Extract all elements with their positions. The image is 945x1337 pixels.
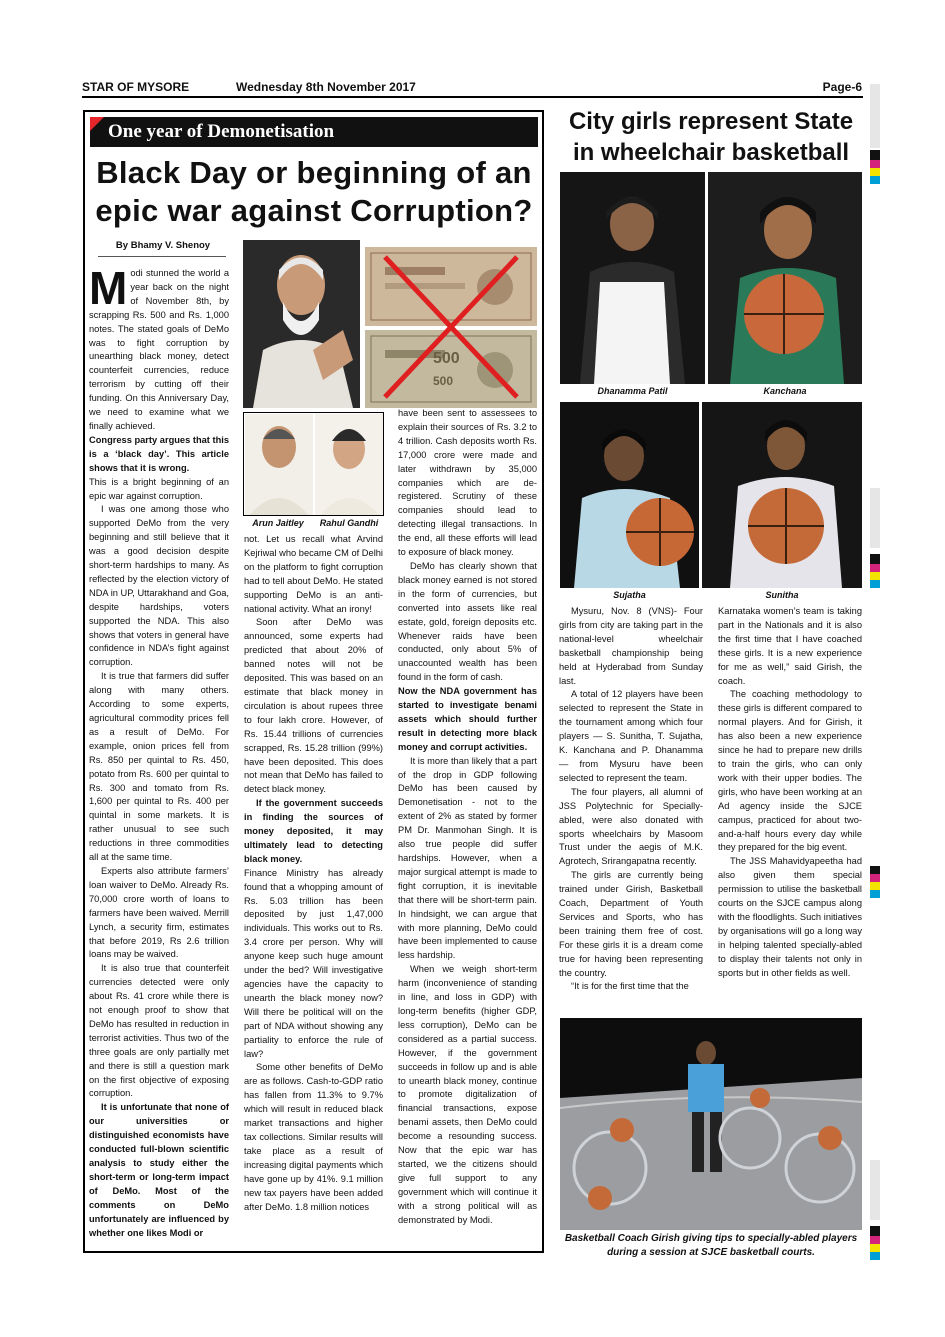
registration-strip bbox=[870, 84, 880, 148]
registration-yellow bbox=[870, 572, 880, 580]
article-column-1: Modi stunned the world a year back on the night of November 8th, by scrapping Rs. 500 and Rs. 1,000 notes. The stated goals of DeMo was to fight corruption by unearthing black money, detect counterfeit currencies, reduce terrorism by cutting off their funding. On this Anniversary Day, we need to examine what we finally achieved. Congress party argues that this is a ‘black day’. This article shows that it is wrong. This is a bright beginning of an epic war against corruption. I was one among those who supported DeMo from the very beginning and still believe that it was a good decision despite short-term hardships to many. As reflected by the election victory of NDA in UP, Uttarakhand and Goa, despite hardships, voters supported the NDA. This also shows that voters in general have confidence in NDA’s fight against corruption. It is true that farmers did suffer along with many others. According to some experts, agricultural commodity prices fell as a result of DeMo. For example, onion prices fell from Rs. 850 per quintal to Rs. 450, potato from Rs. 600 per quintal to Rs. 300 and tomato from Rs. 1,600 per quintal to Rs. 400 per quintal in some markets. It is rather unusual to see such reductions in three commodities all at the same time. Experts also attribute farmers’ loan waiver to DeMo. Already Rs. 70,000 crore worth of loans to farmers have been waived. Merrill Lynch, a security firm, estimates that before 2019, Rs 2.6 trillion loans may be waived. It is also true that counterfeit currencies detected were only about Rs. 41 crore while there is not enough proof to show that DeMo has resulted in reduction in terrorist activities. Thus two of the three goals are only partially met and there is still a question mark on the first objective of exposing corruption. It is unfortunate that none of our universities or distinguished economists have conducted full-blown scientific analysis to study either the short-term or long-term impact of DeMo. Most of the comments on DeMo unfortunately are influenced by whether one likes Modi or bbox=[89, 267, 229, 1238]
page-number: Page-6 bbox=[822, 80, 862, 94]
registration-yellow bbox=[870, 168, 880, 176]
caption-gandhi: Rahul Gandhi bbox=[319, 518, 379, 528]
note-denomination: 500 bbox=[433, 350, 460, 367]
registration-strip bbox=[870, 488, 880, 548]
photo-sunitha bbox=[702, 402, 862, 588]
registration-black bbox=[870, 150, 880, 160]
right-article-title: City girls represent State in wheelchair basketball bbox=[568, 108, 854, 166]
byline-rule bbox=[98, 256, 226, 257]
registration-magenta bbox=[870, 564, 880, 572]
registration-black bbox=[870, 866, 880, 874]
bottom-photo-caption: Basketball Coach Girish giving tips to specially-abled players during a session at SJCE basketball courts. bbox=[564, 1233, 858, 1258]
registration-magenta bbox=[870, 160, 880, 168]
photo-dhanamma bbox=[560, 172, 705, 384]
caption-kanchana: Kanchana bbox=[763, 386, 807, 396]
registration-magenta bbox=[870, 874, 880, 882]
registration-black bbox=[870, 1226, 880, 1236]
right-article-column-1: Mysuru, Nov. 8 (VNS)- Four girls from city are taking part in the national-level wheelchair basketball championship being held at Hyderabad from Sunday last. A total of 12 players have been selected to represent the State in the tournament among which four players — S. Sunitha, T. Sujatha, K. Kanchana and P. Dhanamma — from Mysuru have been selected to represent the team. The four players, all alumni of JSS Polytechnic for Specially-abled, were also donated with sports wheelchairs by Masoom Trust under the aegis of M.K. Agrotech, Srirangapatna recently. The girls are currently being trained under Girish, Basketball Coach, Department of Youth Services and Sports, who has been training them free of cost. For these girls it is a dream come true for having been representing the country. “It is for the first time that the bbox=[559, 606, 703, 992]
caption-dhanamma: Dhanamma Patil bbox=[597, 386, 668, 396]
registration-yellow bbox=[870, 1244, 880, 1252]
article-byline: By Bhamy V. Shenoy bbox=[115, 240, 211, 251]
header-rule bbox=[82, 96, 863, 98]
issue-date: Wednesday 8th November 2017 bbox=[236, 80, 416, 94]
article-headline: Black Day or beginning of an epic war against Corruption? bbox=[95, 155, 533, 228]
registration-cyan bbox=[870, 176, 880, 184]
article-column-2: not. Let us recall what Arvind Kejriwal who became CM of Delhi on the platform to fight corruption had to tell about DeMo. He stated supporting DeMo is an anti-national activity. What an irony! Soon after DeMo was announced, some experts had predicted that about 20% of banned notes will not be deposited. This was based on an estimate that black money in circulation is about rupees three to four lakh crore. However, of Rs. 15.44 trillions of currencies scrapped, Rs. 15.28 trillion (99%) have been deposited. This does not mean that DeMo has failed to detect black money. If the government succeeds in finding the sources of money deposited, it may ultimately lead to detecting black money. Finance Ministry has already found that a whopping amount of Rs. 5.03 trillion has been deposited by just 1,47,000 individuals. This works out to Rs. 3.4 crore per person. Why will anyone keep such huge amount under the bed? Will investigative agencies have the capacity to unearth the black money now? Will there be political will on the part of NDA without showing any partiality to enforce the rule of law? Some other benefits of DeMo are as follows. Cash-to-GDP ratio has fallen from 11.3% to 9.7% which will result in reduced black market transactions and higher tax collections. Similar results will take place as a result of increasing digital payments which have gone up by 41%. 9.1 million new tax payers have been added after DeMo. 1.8 million notices bbox=[244, 534, 383, 1212]
caption-jaitley: Arun Jaitley bbox=[252, 518, 304, 528]
caption-sujatha: Sujatha bbox=[613, 590, 646, 600]
article-column-3: have been sent to assessees to explain their sources of Rs. 3.2 to 4 trillion. Cash deposits worth Rs. 17,000 crore were made and later withdrawn by 35,000 companies which are de-registered. Scrutiny of these companies should lead to detecting illegal transactions. In the end, all these efforts will lead to exposure of black money. DeMo has clearly shown that black money earned is not stored in the form of currencies, but converted into assets like real estate, gold, foreign deposits etc. Whenever raids have been conducted, only about 5% of unaccounted wealth has been found in the form of cash. Now the NDA government has started to investigate benami assets which should further result in detecting more black money and corrupt activities. It is more than likely that a part of the drop in GDP following DeMo has been caused by Demonetisation - not to the extent of 2% as stated by former PM Dr. Manmohan Singh. It is also true people did suffer hardships. However, when a major surgical attempt is made to fight corruption, it is inevitable that there will be short-term pain. In hindsight, we can argue that with more planning, DeMo could have been implemented to cause less hardship. When we weigh short-term harm (inconvenience of standing in line, and loss in GDP) with long-term benefits (higher GDP, less corruption), DeMo can be considered as a partial success. However, if the government succeeds in follow up and is able to unearth black money, continue to promote digitalization of financial transactions, expose benami assets, then DeMo could become a resounding success. Now that the epic war has started, we the citizens should give full support to any government which will continue it with a strong political will as demonstrated by Modi. bbox=[398, 408, 537, 1225]
registration-cyan bbox=[870, 1252, 880, 1260]
modi-photo bbox=[243, 240, 360, 408]
photo-sujatha bbox=[560, 402, 699, 588]
drop-cap: M bbox=[89, 267, 128, 314]
registration-yellow bbox=[870, 882, 880, 890]
registration-black bbox=[870, 554, 880, 564]
caption-sunitha: Sunitha bbox=[765, 590, 799, 600]
red-cross-mark bbox=[365, 247, 537, 408]
photo-kanchana bbox=[708, 172, 862, 384]
photo-basketball-session bbox=[560, 1018, 862, 1230]
registration-strip bbox=[870, 1160, 880, 1220]
article-kicker: One year of Demonetisation bbox=[90, 117, 538, 147]
page-header bbox=[82, 80, 862, 96]
registration-magenta bbox=[870, 1236, 880, 1244]
note-denomination: 500 bbox=[433, 374, 454, 388]
registration-cyan bbox=[870, 890, 880, 898]
kicker-red-corner bbox=[90, 117, 104, 131]
registration-cyan bbox=[870, 580, 880, 588]
paper-name: STAR OF MYSORE bbox=[82, 80, 190, 94]
right-article-column-2: Karnataka women’s team is taking part in the Nationals and it is also the first time that I have coached these girls. It is a new experience for me as well,” said Girish, the coach. The coaching methodology to these girls is different compared to normal players. And for Girish, it has also been a new experience since he had to prepare new drills to train the girls, who can only work with their upper bodies. The girls, who have been working at an Ad agency inside the SJCE campus, practiced for about two-and-a-half hours every day while they prepared for the big event. The JSS Mahavidyapeetha had also given them special permission to utilise the basketball courts on the SJCE campus along with the floodlights. Such initiatives by organisations will go a long way in helping talented specially-abled to display their talents not only in sports but in other fields as well. bbox=[718, 606, 862, 978]
jaitley-gandhi-photos bbox=[243, 412, 384, 516]
